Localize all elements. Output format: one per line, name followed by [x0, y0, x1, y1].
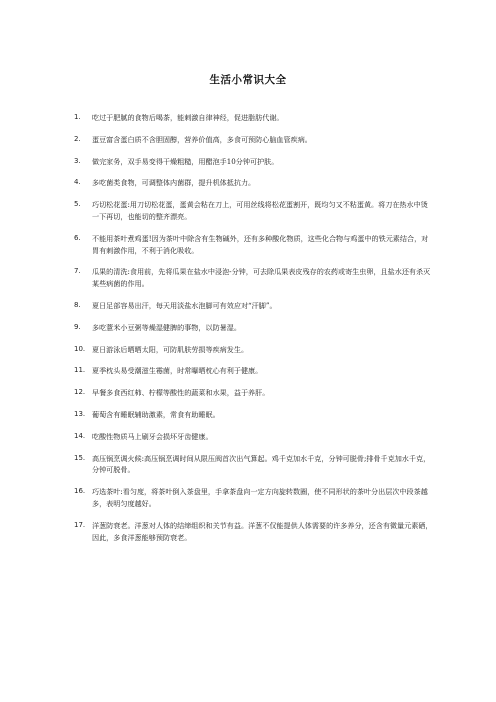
- list-item-3: [74, 156, 434, 168]
- item-text: 多吃薏米小豆粥等燥湿健脾的事物，以防暑湿。: [92, 322, 241, 332]
- item-number: 12.: [74, 388, 86, 397]
- item-text: 蛋豆富含蛋白质不含胆固醇，营养价值高，多食可预防心脑血管疾病。: [92, 134, 312, 144]
- item-number: 8.: [74, 300, 81, 309]
- list-item-8: [74, 300, 434, 312]
- item-number: 7.: [74, 267, 81, 276]
- list-item-7: [74, 266, 434, 290]
- list-item-13: [74, 409, 434, 421]
- item-number: 6.: [74, 233, 81, 242]
- item-number: 1.: [74, 113, 81, 121]
- list-item-16: [74, 486, 434, 510]
- list-item-9: [74, 322, 434, 334]
- document-title: 生活小常识大全: [209, 74, 287, 86]
- item-text: 葡萄含有睡眠辅助激素，常食有助睡眠。: [92, 409, 220, 419]
- item-text: 夏季枕头易受潮滋生霉菌，时常曝晒枕心有利于健康。: [92, 366, 263, 376]
- item-number: 11.: [74, 366, 86, 375]
- item-number: 5.: [74, 200, 81, 209]
- item-number: 15.: [74, 453, 86, 462]
- list-item-2: [74, 134, 434, 146]
- list-item-11: [74, 365, 434, 377]
- item-text: 做完家务，双手易变得干燥粗糙，用醋泡手10分钟可护肤。: [92, 156, 279, 166]
- item-text: 夏日游泳后晒晒太阳，可防肌肤劳损等疾病发生。: [92, 344, 249, 354]
- item-text: 夏日足部容易出汗，每天用淡盐水泡脚可有效应对“汗脚”。: [92, 300, 277, 310]
- item-number: 17.: [74, 520, 86, 529]
- list-item-17: [74, 520, 434, 544]
- item-text: 吃过于肥腻的食物后喝茶，能刺激自律神经，促进脂肪代谢。: [92, 113, 284, 122]
- item-number: 13.: [74, 409, 86, 418]
- item-number: 14.: [74, 431, 86, 440]
- list-item-10: [74, 344, 434, 356]
- list-item-4: [74, 177, 434, 189]
- item-text: 不能用茶叶煮鸡蛋!因为茶叶中除含有生物碱外，还有多种酸化物质，这些化合物与鸡蛋中的铁元素结合，对胃有刺激作用，不利于消化吸收。: [92, 233, 429, 255]
- item-text: 高压锅烹调火候:高压锅烹调时间从限压阀首次出气算起。鸡千克加水千克，分钟可脱骨;排骨千克加水千克，分钟可脱骨。: [92, 453, 431, 475]
- item-number: 16.: [74, 487, 86, 496]
- list-item-15: [74, 453, 434, 477]
- item-number: 10.: [74, 344, 86, 353]
- item-text: 瓜果的清洗:食用前，先将瓜果在盐水中浸泡-分钟，可去除瓜果表皮残存的农药或寄生虫卵，且盐水还有杀灭某些病菌的作用。: [92, 267, 431, 289]
- list-item-12: [74, 387, 434, 399]
- item-number: 4.: [74, 178, 81, 187]
- item-text: 早餐多食西红柿、柠檬等酸性的蔬菜和水果，益于养肝。: [92, 388, 270, 398]
- item-text: 洋葱防衰老。洋葱对人体的结缔组织和关节有益。洋葱不仅能提供人体需要的许多养分，还含有微量元素硒，因此，多食洋葱能够预防衰老。: [92, 520, 433, 542]
- item-text: 巧切松花蛋:用刀切松花蛋，蛋黄会粘在刀上，可用丝线将松花蛋割开，既均匀又不粘蛋黄。将刀在热水中烫一下再切，也能切的整齐漂亮。: [92, 200, 428, 221]
- item-number: 3.: [74, 156, 81, 165]
- item-number: 9.: [74, 322, 81, 331]
- item-text: 多吃菌类食物，可调整体内菌群，提升机体抵抗力。: [92, 178, 256, 188]
- item-number: 2.: [74, 134, 81, 143]
- tips-list: [74, 112, 434, 553]
- list-item-5: [74, 199, 434, 223]
- list-item-6: [74, 233, 434, 257]
- list-item-14: [74, 431, 434, 443]
- list-item-1: [74, 112, 434, 124]
- item-text: 吃酸性物质马上刷牙会损坏牙齿健康。: [92, 431, 213, 441]
- item-text: 巧选茶叶:看匀度，将茶叶倒入茶盘里，手拿茶盘向一定方向旋转数圈，使不同形状的茶叶分出层次中段茶越多，表明匀度越好。: [92, 487, 428, 508]
